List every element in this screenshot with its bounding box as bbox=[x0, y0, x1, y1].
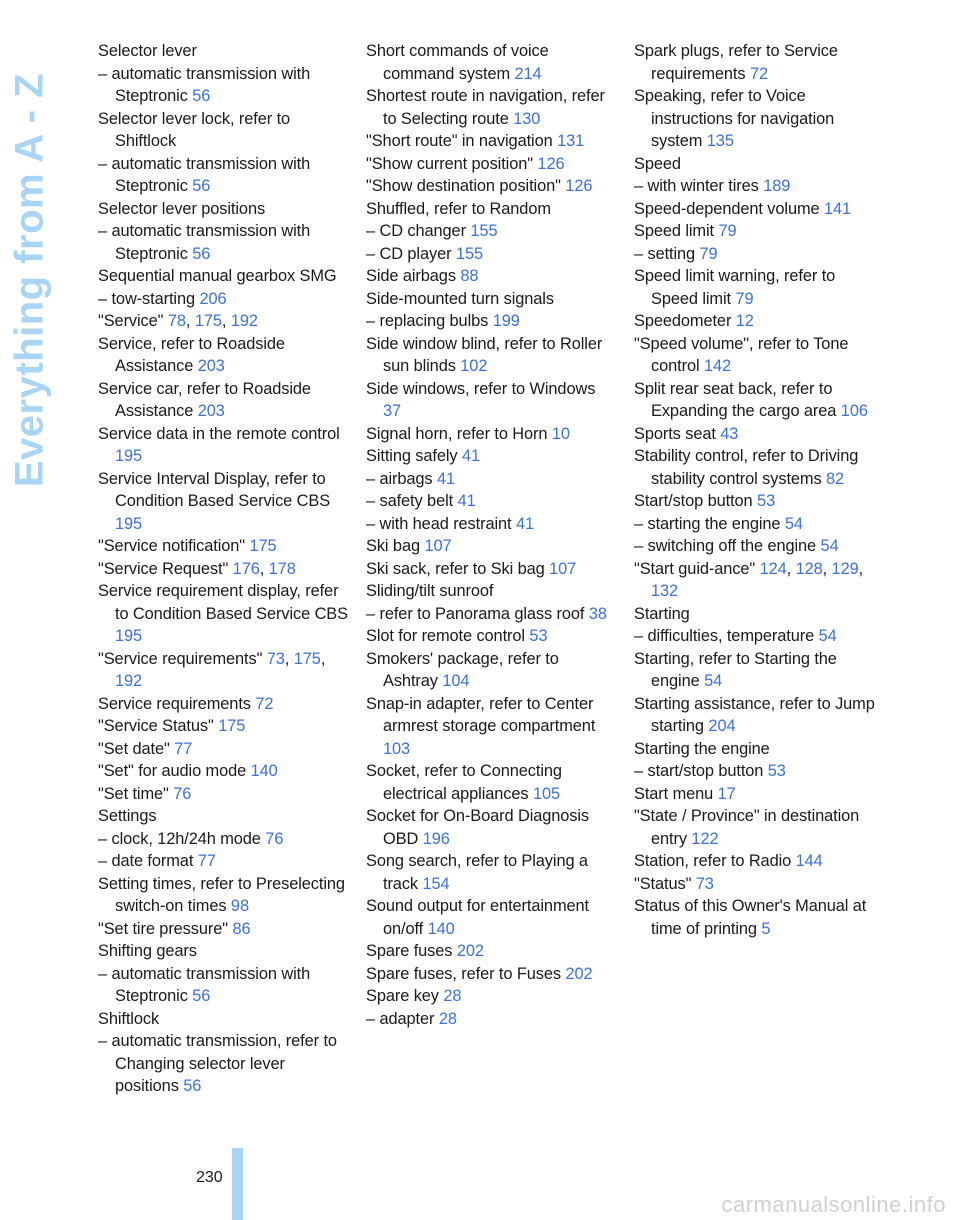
page-reference-link[interactable]: 102 bbox=[460, 357, 488, 375]
index-entry bbox=[98, 760, 348, 783]
index-entry bbox=[366, 693, 616, 761]
index-entry bbox=[634, 153, 884, 176]
page-reference-link[interactable]: 54 bbox=[784, 514, 803, 533]
index-entry-text: Start/stop button bbox=[634, 492, 753, 510]
page-reference-link[interactable]: 195 bbox=[115, 627, 143, 645]
index-entry-text: "Service Status" bbox=[98, 717, 214, 735]
index-entry bbox=[98, 850, 348, 873]
index-entry bbox=[98, 220, 348, 265]
page-reference-link[interactable]: 53 bbox=[529, 627, 548, 645]
index-entry-text: Snap-in adapter, refer to Center armrest storage compartment bbox=[366, 694, 596, 735]
page-reference-link[interactable]: 154 bbox=[422, 874, 450, 893]
index-entry bbox=[98, 1030, 348, 1098]
index-entry-text: – tow-starting bbox=[98, 289, 195, 308]
page-reference-link[interactable]: 107 bbox=[424, 537, 452, 555]
index-entry bbox=[366, 1008, 616, 1031]
index-entry-text: Speed-dependent volume bbox=[634, 199, 820, 218]
page-reference-link[interactable]: 128 bbox=[795, 559, 823, 578]
index-entry bbox=[366, 648, 616, 693]
index-entry bbox=[634, 895, 884, 940]
index-entry bbox=[366, 558, 616, 581]
index-entry bbox=[98, 423, 348, 468]
index-entry-text: Ski sack, refer to Ski bag bbox=[366, 559, 545, 578]
index-entry-text: Ski bag bbox=[366, 537, 420, 555]
index-entry-text: Setting times, refer to Preselecting switch-on times bbox=[98, 874, 345, 915]
index-entry bbox=[98, 63, 348, 108]
index-entry-text: Spare key bbox=[366, 987, 439, 1005]
index-entry-text: – difficulties, temperature bbox=[634, 627, 815, 645]
index-entry bbox=[98, 378, 348, 423]
index-entry bbox=[366, 130, 616, 153]
index-entry-text: Socket for On-Board Diagnosis OBD bbox=[366, 807, 590, 848]
page-reference-link[interactable]: 176 bbox=[232, 559, 260, 578]
page-reference-link[interactable]: 155 bbox=[470, 222, 498, 240]
index-entry: "Service Request" 176, 178 bbox=[98, 559, 296, 578]
index-entry bbox=[366, 513, 616, 536]
index-entry-text: Song search, refer to Playing a track bbox=[366, 852, 588, 893]
index-entry-text: Speedometer bbox=[634, 312, 732, 330]
page-reference-link[interactable]: 122 bbox=[691, 829, 719, 848]
page-reference-link[interactable]: 12 bbox=[735, 312, 754, 330]
index-entry-text: Spare fuses, refer to Fuses bbox=[366, 964, 561, 983]
index-entry-text: "Status" bbox=[634, 874, 692, 893]
index-entry bbox=[634, 625, 884, 648]
index-entry-text: Starting, refer to Starting the engine bbox=[634, 649, 837, 690]
index-entry bbox=[366, 805, 616, 850]
index-entry-text: Speed limit bbox=[634, 222, 714, 240]
index-entry-text: Speed bbox=[634, 154, 681, 173]
index-entry bbox=[366, 153, 616, 176]
index-entry-text: "Set time" bbox=[98, 784, 169, 803]
page-reference-link[interactable]: 37 bbox=[383, 402, 402, 420]
page-reference-link[interactable]: 53 bbox=[757, 492, 776, 510]
index-entry-text: – CD changer bbox=[366, 222, 466, 240]
index-entry bbox=[366, 310, 616, 333]
page-reference-link[interactable]: 10 bbox=[551, 424, 570, 443]
index-entry-text: Stability control, refer to Driving stability control systems bbox=[634, 447, 859, 488]
index-entry bbox=[634, 243, 884, 266]
index-entry bbox=[98, 783, 348, 806]
page-reference-link[interactable]: 202 bbox=[456, 942, 484, 960]
index-entry-text: Service car, refer to Roadside Assistance bbox=[98, 379, 311, 420]
page-reference-link[interactable]: 82 bbox=[826, 469, 845, 488]
index-entry bbox=[366, 175, 616, 198]
index-entry-text: Speed limit warning, refer to Speed limit bbox=[634, 267, 836, 308]
index-entry-text: – refer to Panorama glass roof bbox=[366, 604, 585, 623]
page-reference-link[interactable]: 105 bbox=[532, 784, 561, 803]
index-entry-text: – automatic transmission with Steptronic bbox=[98, 964, 311, 1005]
index-column-1 bbox=[98, 40, 348, 1098]
page-reference-link[interactable]: 142 bbox=[703, 357, 732, 375]
page-reference-link[interactable]: 189 bbox=[763, 177, 791, 195]
index-entry-text: – automatic transmission with Steptronic bbox=[98, 64, 311, 105]
index-entry bbox=[634, 693, 884, 738]
index-entry bbox=[634, 175, 884, 198]
index-entry bbox=[634, 760, 884, 783]
index-entry-text: "Set tire pressure" bbox=[98, 919, 228, 938]
index-entry bbox=[366, 40, 616, 85]
page-reference-link[interactable]: 129 bbox=[831, 559, 859, 578]
page-reference-link[interactable]: 41 bbox=[457, 492, 476, 510]
index-entry bbox=[634, 513, 884, 536]
page-reference-link[interactable]: 107 bbox=[549, 559, 577, 578]
page-reference-link[interactable]: 192 bbox=[115, 672, 143, 690]
index-entry-text: Signal horn, refer to Horn bbox=[366, 424, 548, 443]
page-reference-link[interactable]: 41 bbox=[515, 514, 535, 533]
index-entry-text: Slot for remote control bbox=[366, 627, 525, 645]
page-reference-link[interactable]: 56 bbox=[192, 244, 211, 263]
page-reference-link[interactable]: 53 bbox=[767, 762, 786, 780]
index-entry-text: – automatic transmission, refer to Changing selector lever positions bbox=[98, 1032, 337, 1095]
index-entry-text: Selector lever bbox=[98, 42, 197, 60]
index-column-3 bbox=[634, 40, 884, 940]
index-entry-text: Spark plugs, refer to Service requirements bbox=[634, 42, 838, 83]
page-number-bar bbox=[232, 1148, 243, 1220]
page-reference-link[interactable]: 77 bbox=[174, 739, 193, 758]
index-entry bbox=[366, 580, 616, 603]
index-entry bbox=[634, 648, 884, 693]
index-entry-text: Shuffled, refer to Random bbox=[366, 199, 551, 218]
page-reference-link[interactable]: 175 bbox=[218, 717, 246, 735]
index-entry bbox=[366, 423, 616, 446]
page-reference-link[interactable]: 130 bbox=[513, 109, 541, 128]
page-reference-link[interactable]: 76 bbox=[173, 784, 192, 803]
page-reference-link[interactable]: 72 bbox=[749, 64, 768, 83]
index-entry-text: – date format bbox=[98, 852, 194, 870]
index-entry bbox=[634, 85, 884, 153]
page-reference-link[interactable]: 206 bbox=[199, 289, 227, 308]
index-entry-text: – with head restraint bbox=[366, 514, 512, 533]
index-entry bbox=[366, 468, 616, 491]
page-reference-link[interactable]: 144 bbox=[795, 852, 823, 870]
index-entry bbox=[366, 760, 616, 805]
page-reference-link[interactable]: 204 bbox=[708, 717, 736, 735]
index-entry-text: "Short route" in navigation bbox=[366, 132, 553, 150]
index-entry bbox=[98, 738, 348, 761]
page-reference-link[interactable]: 203 bbox=[197, 357, 225, 375]
index-entry bbox=[366, 288, 616, 311]
page-reference-link[interactable]: 78 bbox=[167, 312, 186, 330]
index-entry bbox=[366, 940, 616, 963]
index-entry bbox=[98, 108, 348, 153]
index-entry bbox=[98, 288, 348, 311]
index-entry-text: Service Interval Display, refer to Condition Based Service CBS bbox=[98, 469, 331, 510]
page-reference-link[interactable]: 175 bbox=[194, 312, 222, 330]
page-reference-link[interactable]: 79 bbox=[699, 244, 718, 263]
page-reference-link[interactable]: 196 bbox=[422, 829, 450, 848]
page-reference-link[interactable]: 79 bbox=[735, 289, 754, 308]
index-entry bbox=[98, 1008, 348, 1031]
index-entry bbox=[634, 445, 884, 490]
index-entry bbox=[98, 828, 348, 851]
index-entry-text: Selector lever lock, refer to Shiftlock bbox=[98, 109, 291, 150]
index-entry bbox=[366, 490, 616, 513]
page-reference-link[interactable]: 98 bbox=[230, 897, 249, 915]
index-entry-text: Starting assistance, refer to Jump starting bbox=[634, 694, 875, 735]
page-reference-link[interactable]: 126 bbox=[565, 177, 593, 195]
index-entry-text: "Show destination position" bbox=[366, 177, 561, 195]
index-entry bbox=[634, 873, 884, 896]
index-entry: "Service requirements" 73, 175, 192 bbox=[98, 649, 326, 690]
index-entry-text: Sitting safely bbox=[366, 447, 458, 465]
index-entry-text: Shortest route in navigation, refer to Selecting route bbox=[366, 87, 605, 128]
page-reference-link[interactable]: 88 bbox=[460, 267, 479, 285]
page-reference-link[interactable]: 54 bbox=[820, 537, 839, 555]
index-entry-text: Side windows, refer to Windows bbox=[366, 379, 596, 398]
page-reference-link[interactable]: 56 bbox=[192, 987, 211, 1005]
index-entry bbox=[634, 333, 884, 378]
index-entry-text: Short commands of voice command system bbox=[366, 42, 549, 83]
index-entry-text: Service requirements bbox=[98, 694, 251, 713]
index-entry-text: "Service requirements" bbox=[98, 649, 263, 668]
index-entry-text: Sliding/tilt sunroof bbox=[366, 582, 494, 600]
page-reference-link[interactable]: 5 bbox=[761, 919, 771, 938]
index-entry bbox=[634, 220, 884, 243]
index-entry-text: "Speed volume", refer to Tone control bbox=[634, 334, 849, 375]
index-entry bbox=[366, 535, 616, 558]
index-entry bbox=[98, 805, 348, 828]
index-entry bbox=[98, 940, 348, 963]
index-entry-text: Selector lever positions bbox=[98, 199, 266, 218]
index-entry bbox=[98, 535, 348, 558]
index-entry-text: "Set date" bbox=[98, 739, 170, 758]
index-entry-text: "State / Province" in destination entry bbox=[634, 807, 860, 848]
page-reference-link[interactable]: 72 bbox=[255, 694, 274, 713]
page-reference-link[interactable]: 131 bbox=[557, 132, 585, 150]
page-reference-link[interactable]: 56 bbox=[192, 87, 211, 105]
index-entry bbox=[98, 693, 348, 716]
page-reference-link[interactable]: 199 bbox=[492, 312, 520, 330]
index-entry-text: "Service Request" bbox=[98, 559, 229, 578]
index-entry bbox=[366, 445, 616, 468]
index-entry-text: – switching off the engine bbox=[634, 537, 817, 555]
page-reference-link[interactable]: 76 bbox=[265, 829, 284, 848]
index-entry bbox=[366, 985, 616, 1008]
page-reference-link[interactable]: 54 bbox=[818, 627, 837, 645]
page-reference-link[interactable]: 77 bbox=[197, 852, 216, 870]
sidebar-title-text: Everything from A - Z bbox=[7, 72, 52, 488]
page-reference-link[interactable]: 126 bbox=[537, 154, 565, 173]
index-entry bbox=[98, 333, 348, 378]
index-entry bbox=[366, 220, 616, 243]
index-entry-text: – setting bbox=[634, 244, 696, 263]
index-entry bbox=[634, 850, 884, 873]
index-entry bbox=[366, 265, 616, 288]
page-reference-link[interactable]: 38 bbox=[588, 604, 607, 623]
index-entry-text: – automatic transmission with Steptronic bbox=[98, 154, 311, 195]
index-entry-text: "Service notification" bbox=[98, 537, 246, 555]
index-entry bbox=[366, 333, 616, 378]
index-entry bbox=[98, 873, 348, 918]
index-entry bbox=[634, 490, 884, 513]
index-entry-text: Speaking, refer to Voice instructions for navigation system bbox=[634, 87, 835, 150]
index-entry-text: Smokers' package, refer to Ashtray bbox=[366, 649, 559, 690]
page-reference-link[interactable]: 54 bbox=[704, 672, 723, 690]
index-entry-text: Shiftlock bbox=[98, 1009, 160, 1028]
page-reference-link[interactable]: 28 bbox=[438, 1009, 457, 1028]
index-entry-text: Split rear seat back, refer to Expanding the cargo area bbox=[634, 379, 837, 420]
page-reference-link[interactable]: 214 bbox=[514, 64, 542, 83]
index-entry bbox=[634, 378, 884, 423]
index-entry bbox=[366, 895, 616, 940]
index-entry bbox=[98, 580, 348, 648]
index-entry-text: Service requirement display, refer to Condition Based Service CBS bbox=[98, 582, 348, 623]
page-reference-link[interactable]: 106 bbox=[840, 402, 868, 420]
sidebar-title bbox=[4, 40, 56, 520]
index-entry: "Service" 78, 175, 192 bbox=[98, 312, 258, 330]
index-entry-text: Service, refer to Roadside Assistance bbox=[98, 334, 285, 375]
index-entry bbox=[98, 715, 348, 738]
page-reference-link[interactable]: 103 bbox=[383, 739, 411, 758]
index-entry-text: Side window blind, refer to Roller sun blinds bbox=[366, 334, 603, 375]
index-entry bbox=[366, 850, 616, 895]
index-entry-text: – adapter bbox=[366, 1009, 435, 1028]
page-reference-link[interactable]: 155 bbox=[455, 244, 483, 263]
index-entry bbox=[98, 963, 348, 1008]
page-reference-link[interactable]: 41 bbox=[437, 469, 456, 488]
index-entry bbox=[366, 198, 616, 221]
index-entry-text: "Set" for audio mode bbox=[98, 762, 247, 780]
index-entry bbox=[366, 85, 616, 130]
page-reference-link[interactable]: 41 bbox=[462, 447, 481, 465]
index-entry-text: "Show current position" bbox=[366, 154, 533, 173]
index-entry bbox=[634, 265, 884, 310]
page-reference-link[interactable]: 43 bbox=[720, 424, 739, 443]
index-entry-text: Sound output for entertainment on/off bbox=[366, 897, 589, 938]
index-entry-text: – clock, 12h/24h mode bbox=[98, 829, 261, 848]
index-entry bbox=[634, 805, 884, 850]
index-entry bbox=[98, 468, 348, 536]
page-reference-link[interactable]: 56 bbox=[192, 177, 211, 195]
page-reference-link[interactable]: 79 bbox=[718, 222, 737, 240]
index-entry bbox=[366, 963, 616, 986]
index-entry-text: Side airbags bbox=[366, 267, 456, 285]
page-reference-link[interactable]: 195 bbox=[115, 514, 143, 533]
index-entry-text: Sequential manual gearbox SMG bbox=[98, 267, 337, 285]
index-entry-text: – replacing bulbs bbox=[366, 312, 489, 330]
index-entry-text: Settings bbox=[98, 807, 157, 825]
index-entry-text: "Service" bbox=[98, 312, 164, 330]
index-entry: "Start guid-ance" 124, 128, 129, 132 bbox=[634, 559, 864, 600]
index-column-2 bbox=[366, 40, 616, 1030]
page-reference-link[interactable]: 132 bbox=[651, 582, 679, 600]
page-reference-link[interactable]: 195 bbox=[115, 447, 143, 465]
page-reference-link[interactable]: 140 bbox=[250, 762, 278, 780]
index-entry bbox=[634, 310, 884, 333]
page-reference-link[interactable]: 141 bbox=[824, 199, 852, 218]
index-entry bbox=[366, 603, 616, 626]
index-entry-text: Starting bbox=[634, 604, 690, 623]
index-entry-text: – airbags bbox=[366, 469, 433, 488]
index-entry-text: Service data in the remote control bbox=[98, 424, 340, 443]
index-entry bbox=[98, 153, 348, 198]
index-entry-text: Sports seat bbox=[634, 424, 716, 443]
index-entry-text: Spare fuses bbox=[366, 942, 453, 960]
index-entry bbox=[634, 783, 884, 806]
index-entry bbox=[634, 738, 884, 761]
index-entry-text: Side-mounted turn signals bbox=[366, 289, 554, 308]
index-entry bbox=[634, 423, 884, 446]
index-entry bbox=[98, 265, 348, 288]
watermark: carmanualsonline.info bbox=[721, 1192, 946, 1217]
index-entry bbox=[634, 603, 884, 626]
index-entry bbox=[98, 918, 348, 941]
index-entry-text: Start menu bbox=[634, 784, 714, 803]
index-entry-text: – with winter tires bbox=[634, 177, 759, 195]
index-entry-text: Station, refer to Radio bbox=[634, 852, 792, 870]
index-entry-text: – starting the engine bbox=[634, 514, 781, 533]
page-reference-link[interactable]: 86 bbox=[232, 919, 251, 938]
page-reference-link[interactable]: 104 bbox=[442, 672, 470, 690]
index-entry bbox=[366, 243, 616, 266]
page-reference-link[interactable]: 175 bbox=[293, 649, 321, 668]
index-entry-text: Socket, refer to Connecting electrical appliances bbox=[366, 762, 562, 803]
index-entry bbox=[98, 198, 348, 221]
page-number: 230 bbox=[196, 1169, 223, 1186]
page-reference-link[interactable]: 28 bbox=[443, 987, 462, 1005]
index-entry-text: Shifting gears bbox=[98, 942, 197, 960]
index-entry bbox=[634, 40, 884, 85]
index-entry-text: "Start guid-ance" bbox=[634, 559, 756, 578]
page-reference-link[interactable]: 17 bbox=[717, 784, 736, 803]
page-reference-link[interactable]: 202 bbox=[565, 964, 593, 983]
index-entry bbox=[634, 198, 884, 221]
index-entry-text: – CD player bbox=[366, 244, 452, 263]
page-reference-link[interactable]: 203 bbox=[197, 402, 225, 420]
index-entry-text: – start/stop button bbox=[634, 762, 764, 780]
page-reference-link[interactable]: 178 bbox=[268, 559, 296, 578]
index-entry-text: Status of this Owner's Manual at time of printing bbox=[634, 897, 867, 938]
index-entry bbox=[366, 378, 616, 423]
page-reference-link[interactable]: 192 bbox=[230, 312, 258, 330]
index-entry-text: – safety belt bbox=[366, 492, 454, 510]
index-entry bbox=[634, 535, 884, 558]
index-entry bbox=[98, 40, 348, 63]
index-entry-text: Starting the engine bbox=[634, 739, 770, 758]
page-reference-link[interactable]: 124 bbox=[759, 559, 787, 578]
index-entry bbox=[366, 625, 616, 648]
index-entry-text: – automatic transmission with Steptronic bbox=[98, 222, 311, 263]
page-reference-link[interactable]: 73 bbox=[695, 874, 714, 893]
page-reference-link[interactable]: 140 bbox=[427, 919, 455, 938]
page-reference-link[interactable]: 56 bbox=[183, 1077, 202, 1095]
page-reference-link[interactable]: 175 bbox=[249, 537, 277, 555]
page-reference-link[interactable]: 73 bbox=[266, 649, 285, 668]
page-reference-link[interactable]: 135 bbox=[706, 132, 734, 150]
